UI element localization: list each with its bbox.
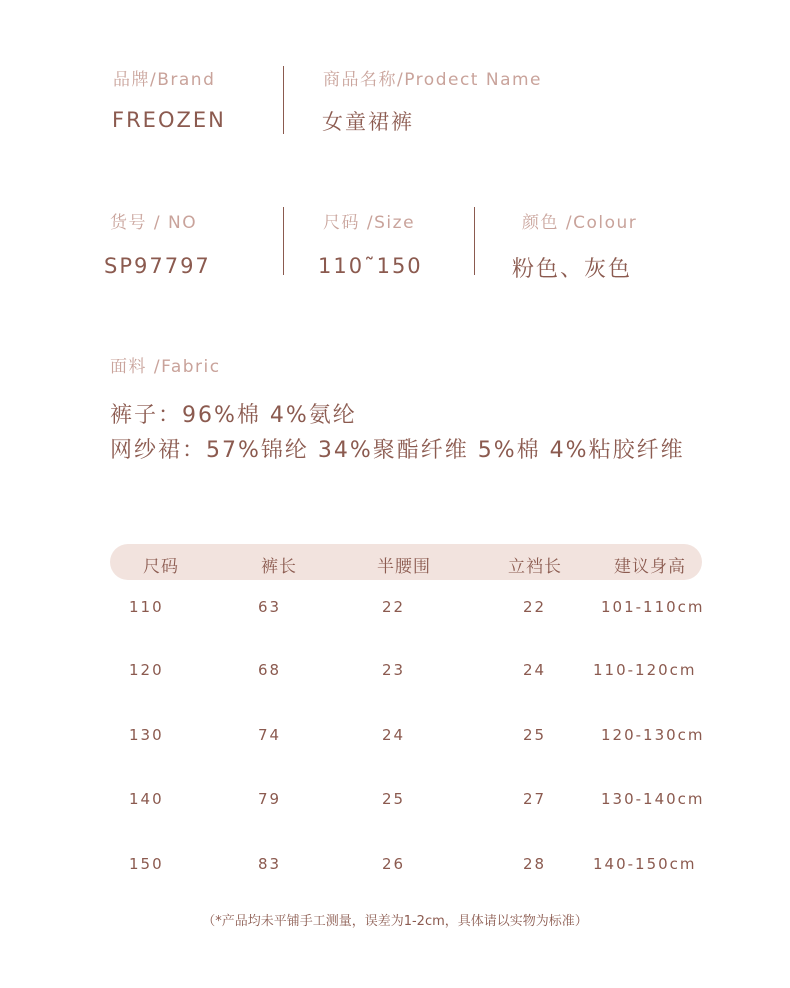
divider (283, 66, 284, 134)
measurement-footnote: （*产品均未平铺手工测量，误差为1-2cm，具体请以实物为标准） (202, 914, 588, 929)
item-no-label: 货号 / NO (110, 213, 198, 233)
divider (474, 207, 475, 275)
table-cell: 130-140cm (601, 790, 705, 808)
table-cell: 24 (523, 661, 547, 679)
table-cell: 83 (258, 855, 282, 873)
divider (283, 207, 284, 275)
table-cell: 110-120cm (593, 661, 697, 679)
size-value: 110˜150 (318, 254, 423, 278)
brand-value: FREOZEN (112, 108, 226, 132)
header-pants-length: 裤长 (261, 557, 297, 577)
fabric-line-pants: 裤子：96%棉 4%氨纶 (110, 403, 357, 428)
item-no-value: SP97797 (104, 254, 211, 278)
table-cell: 74 (258, 726, 282, 744)
table-cell: 140-150cm (593, 855, 697, 873)
table-cell: 79 (258, 790, 282, 808)
table-cell: 120-130cm (601, 726, 705, 744)
table-cell: 24 (382, 726, 406, 744)
header-half-waist: 半腰围 (377, 557, 431, 577)
header-size: 尺码 (143, 557, 179, 577)
table-cell: 110 (129, 598, 164, 616)
product-name-label: 商品名称/Prodect Name (323, 70, 543, 90)
table-cell: 101-110cm (601, 598, 705, 616)
table-cell: 130 (129, 726, 164, 744)
table-cell: 22 (523, 598, 547, 616)
colour-value: 粉色、灰色 (512, 257, 633, 282)
fabric-label: 面料 /Fabric (110, 357, 221, 377)
table-cell: 140 (129, 790, 164, 808)
table-cell: 150 (129, 855, 164, 873)
table-cell: 120 (129, 661, 164, 679)
table-cell: 63 (258, 598, 282, 616)
header-rise: 立裆长 (508, 557, 562, 577)
table-cell: 25 (523, 726, 547, 744)
table-cell: 27 (523, 790, 547, 808)
table-cell: 28 (523, 855, 547, 873)
product-name-value: 女童裙裤 (322, 110, 414, 134)
table-cell: 68 (258, 661, 282, 679)
table-cell: 23 (382, 661, 406, 679)
table-cell: 26 (382, 855, 406, 873)
fabric-line-mesh-skirt: 网纱裙：57%锦纶 34%聚酯纤维 5%棉 4%粘胶纤维 (110, 438, 685, 463)
table-cell: 25 (382, 790, 406, 808)
brand-label: 品牌/Brand (113, 70, 216, 90)
header-suggested-height: 建议身高 (614, 557, 686, 577)
size-label: 尺码 /Size (323, 213, 416, 233)
table-cell: 22 (382, 598, 406, 616)
colour-label: 颜色 /Colour (522, 213, 638, 233)
